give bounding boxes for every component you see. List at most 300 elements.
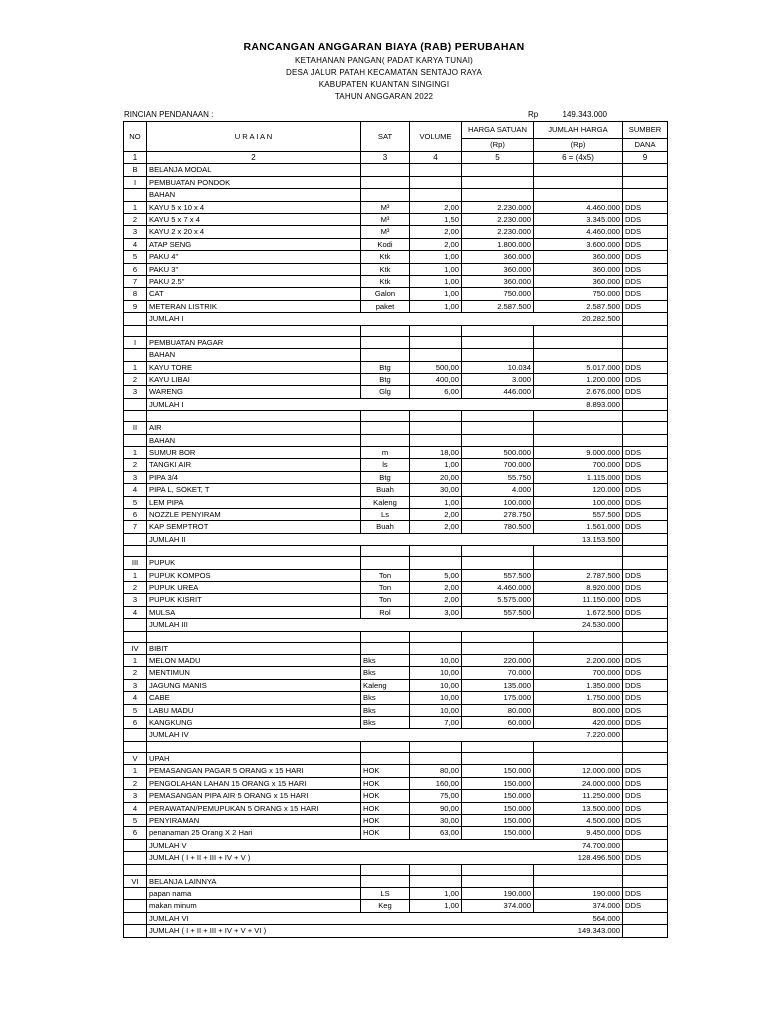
cell-sumber-dana: DDS [623,521,668,533]
cell-harga-satuan: 150.000 [462,814,534,826]
table-row [124,189,668,201]
cell-volume: 7,00 [410,717,462,729]
cell-sat: paket [361,300,410,312]
cell-jumlah-harga: 564.000 [534,912,623,924]
cell-volume: 80,00 [410,765,462,777]
cell-uraian: PUPUK KISRIT [147,594,361,606]
col-jumlah-harga: JUMLAH HARGA [534,122,623,139]
cell-sat: Ktk [361,251,410,263]
cell-harga-satuan: 3.000 [462,373,534,385]
cell-harga-satuan: 55.750 [462,471,534,483]
rincian-label: RINCIAN PENDANAAN : [124,110,214,119]
subtotal-row [124,925,668,937]
subtotal-row [124,398,668,410]
cell-uraian: PAKU 3" [147,263,361,275]
cell-jumlah-harga: 750.000 [534,288,623,300]
cell-sat: Buah [361,484,410,496]
cell-sumber-dana: DDS [623,704,668,716]
rincian-total: 149.343.000 [562,110,607,119]
table-row [124,642,668,654]
cell-jumlah-harga: 3.345.000 [534,214,623,226]
table-row [124,704,668,716]
cell-sumber-dana: DDS [623,827,668,839]
cell-uraian: CAT [147,288,361,300]
cell-sumber-dana: DDS [623,802,668,814]
table-row [124,557,668,569]
cell-volume: 500,00 [410,361,462,373]
cell-jumlah-harga: 13.153.500 [534,533,623,545]
cell-no: 5 [124,704,147,716]
cell-volume: 30,00 [410,484,462,496]
cell-uraian: PEMBUATAN PONDOK [147,176,361,188]
cell-no: I [124,336,147,348]
cell-no: 6 [124,263,147,275]
cell-no: B [124,164,147,176]
table-row [124,201,668,213]
cell-uraian: LABU MADU [147,704,361,716]
cell-sumber-dana: DDS [623,765,668,777]
col-sat: SAT [361,122,410,152]
cell-jumlah-harga: 3.600.000 [534,238,623,250]
spacer-cell [462,741,534,752]
cell-uraian: PENYIRAMAN [147,814,361,826]
cell-volume: 18,00 [410,446,462,458]
cell-harga-satuan [462,336,534,348]
colnum-2: 2 [147,152,361,164]
cell-jumlah-harga: 24.530.000 [534,619,623,631]
cell-volume: 1,00 [410,900,462,912]
cell-sumber-dana: DDS [623,790,668,802]
budget-table-body [124,164,668,937]
col-no: NO [124,122,147,152]
cell-sumber-dana: DDS [623,582,668,594]
cell-sat: Kaleng [361,496,410,508]
table-row [124,300,668,312]
cell-no [124,900,147,912]
cell-volume: 1,00 [410,288,462,300]
cell-jumlah-harga [534,557,623,569]
spacer-cell [124,325,147,336]
cell-no: 4 [124,238,147,250]
cell-sumber-dana [623,349,668,361]
cell-volume: 10,00 [410,655,462,667]
cell-sat: Btg [361,373,410,385]
cell-jumlah-harga: 128.496.500 [534,852,623,864]
spacer-cell [361,631,410,642]
cell-sumber-dana: DDS [623,263,668,275]
cell-jumlah-harga: 24.000.000 [534,777,623,789]
cell-jumlah-harga [534,176,623,188]
cell-uraian: BAHAN [147,189,361,201]
cell-harga-satuan [462,557,534,569]
cell-no [124,189,147,201]
cell-harga-satuan: 780.500 [462,521,534,533]
cell-uraian: PEMASANGAN PAGAR 5 ORANG x 15 HARI [147,765,361,777]
cell-harga-satuan [462,349,534,361]
cell-harga-satuan: 446.000 [462,386,534,398]
cell-sumber-dana [623,434,668,446]
cell-jumlah-harga [534,336,623,348]
table-row [124,446,668,458]
cell-no: 4 [124,606,147,618]
cell-sumber-dana: DDS [623,386,668,398]
cell-uraian: JUMLAH IV [147,729,534,741]
colnum-3: 3 [361,152,410,164]
spacer-cell [623,325,668,336]
colnum-1: 1 [124,152,147,164]
cell-uraian: PUPUK KOMPOS [147,569,361,581]
cell-harga-satuan [462,752,534,764]
cell-jumlah-harga: 700.000 [534,667,623,679]
cell-sat: Btg [361,471,410,483]
cell-harga-satuan: 150.000 [462,765,534,777]
spacer-row [124,546,668,557]
cell-jumlah-harga [534,875,623,887]
cell-no: 2 [124,214,147,226]
spacer-cell [462,411,534,422]
cell-volume: 90,00 [410,802,462,814]
table-row [124,176,668,188]
cell-no [124,729,147,741]
cell-no: III [124,557,147,569]
cell-uraian: KAP SEMPTROT [147,521,361,533]
cell-sumber-dana [623,729,668,741]
cell-volume: 5,00 [410,569,462,581]
cell-sumber-dana: DDS [623,214,668,226]
cell-sat [361,434,410,446]
table-row [124,164,668,176]
spacer-cell [623,411,668,422]
table-row [124,521,668,533]
cell-volume: 1,00 [410,459,462,471]
cell-harga-satuan: 220.000 [462,655,534,667]
cell-jumlah-harga [534,642,623,654]
spacer-row [124,741,668,752]
cell-jumlah-harga: 190.000 [534,887,623,899]
cell-jumlah-harga [534,189,623,201]
colnum-5: 5 [462,152,534,164]
cell-volume: 1,00 [410,276,462,288]
subtotal-row [124,852,668,864]
cell-uraian: PENGOLAHAN LAHAN 15 ORANG x 15 HARI [147,777,361,789]
spacer-cell [124,864,147,875]
cell-jumlah-harga [534,164,623,176]
cell-sumber-dana: DDS [623,446,668,458]
cell-jumlah-harga: 149.343.000 [534,925,623,937]
table-row [124,717,668,729]
cell-volume [410,422,462,434]
table-row [124,900,668,912]
cell-uraian: KAYU 2 x 20 x 4 [147,226,361,238]
cell-no: 4 [124,692,147,704]
spacer-cell [147,631,361,642]
cell-sat: Rol [361,606,410,618]
spacer-cell [361,546,410,557]
colnum-9: 9 [623,152,668,164]
cell-uraian: JUMLAH I [147,313,534,325]
col-harga-satuan-unit: (Rp) [462,139,534,152]
cell-sat: Ls [361,508,410,520]
cell-sumber-dana: DDS [623,655,668,667]
cell-sumber-dana: DDS [623,594,668,606]
cell-sumber-dana: DDS [623,777,668,789]
cell-sat: HOK [361,802,410,814]
cell-jumlah-harga: 7.220.000 [534,729,623,741]
cell-harga-satuan: 150.000 [462,827,534,839]
cell-sat [361,422,410,434]
cell-uraian: CABE [147,692,361,704]
cell-uraian: KAYU 5 x 7 x 4 [147,214,361,226]
cell-uraian: JUMLAH VI [147,912,534,924]
cell-volume: 1,00 [410,887,462,899]
cell-sat: Bks [361,717,410,729]
table-row [124,373,668,385]
table-row [124,288,668,300]
cell-sat: HOK [361,790,410,802]
document-title: RANCANGAN ANGGARAN BIAYA (RAB) PERUBAHAN [243,41,525,53]
cell-no: 1 [124,201,147,213]
cell-uraian: ATAP SENG [147,238,361,250]
cell-sumber-dana [623,925,668,937]
cell-uraian: SUMUR BOR [147,446,361,458]
cell-sat: Ktk [361,263,410,275]
spacer-row [124,631,668,642]
spacer-cell [410,631,462,642]
cell-jumlah-harga: 120.000 [534,484,623,496]
cell-sat: Btg [361,361,410,373]
cell-no: 3 [124,594,147,606]
cell-sat: M³ [361,201,410,213]
cell-harga-satuan: 70.000 [462,667,534,679]
cell-uraian: MELON MADU [147,655,361,667]
cell-jumlah-harga: 360.000 [534,251,623,263]
cell-no: 3 [124,226,147,238]
spacer-cell [462,631,534,642]
cell-volume: 63,00 [410,827,462,839]
cell-harga-satuan: 100.000 [462,496,534,508]
subtotal-row [124,729,668,741]
cell-sumber-dana: DDS [623,508,668,520]
cell-uraian: MENTIMUN [147,667,361,679]
cell-jumlah-harga: 2.787.500 [534,569,623,581]
cell-harga-satuan: 135.000 [462,679,534,691]
spacer-cell [534,325,623,336]
table-row [124,459,668,471]
cell-no [124,533,147,545]
cell-jumlah-harga: 2.676.000 [534,386,623,398]
table-header-row [124,122,668,139]
cell-sumber-dana [623,398,668,410]
spacer-cell [623,631,668,642]
cell-jumlah-harga: 1.561.000 [534,521,623,533]
table-row [124,349,668,361]
cell-volume: 2,00 [410,226,462,238]
cell-sumber-dana: DDS [623,226,668,238]
cell-no: VI [124,875,147,887]
spacer-cell [361,864,410,875]
cell-uraian: makan minum [147,900,361,912]
cell-uraian: METERAN LISTRIK [147,300,361,312]
cell-sumber-dana [623,912,668,924]
cell-volume [410,336,462,348]
cell-volume: 2,00 [410,238,462,250]
cell-volume: 10,00 [410,692,462,704]
cell-sat [361,875,410,887]
cell-no: 7 [124,521,147,533]
cell-volume: 2,00 [410,521,462,533]
cell-sumber-dana: DDS [623,667,668,679]
cell-uraian: JUMLAH II [147,533,534,545]
col-uraian: U R A I A N [147,122,361,152]
cell-sumber-dana: DDS [623,887,668,899]
cell-sumber-dana: DDS [623,471,668,483]
cell-no: 1 [124,361,147,373]
colnum-4: 4 [410,152,462,164]
cell-jumlah-harga: 360.000 [534,263,623,275]
cell-sat [361,176,410,188]
cell-sat: Bks [361,692,410,704]
cell-sumber-dana: DDS [623,238,668,250]
cell-uraian: TANGKI AIR [147,459,361,471]
cell-harga-satuan [462,164,534,176]
cell-harga-satuan: 500.000 [462,446,534,458]
spacer-row [124,864,668,875]
table-row [124,777,668,789]
cell-sumber-dana [623,422,668,434]
table-row [124,569,668,581]
spacer-cell [462,864,534,875]
cell-jumlah-harga: 9.000.000 [534,446,623,458]
cell-harga-satuan: 150.000 [462,777,534,789]
spacer-cell [534,411,623,422]
cell-uraian: UPAH [147,752,361,764]
cell-jumlah-harga: 4.460.000 [534,201,623,213]
cell-sat: Ton [361,582,410,594]
table-row [124,667,668,679]
cell-harga-satuan: 750.000 [462,288,534,300]
cell-no: 8 [124,288,147,300]
subtotal-row [124,619,668,631]
table-row [124,496,668,508]
spacer-cell [534,631,623,642]
cell-jumlah-harga [534,349,623,361]
cell-volume: 2,00 [410,201,462,213]
cell-sumber-dana: DDS [623,251,668,263]
cell-no: IV [124,642,147,654]
table-row [124,679,668,691]
col-harga-satuan: HARGA SATUAN [462,122,534,139]
cell-uraian: PEMASANGAN PIPA AIR 5 ORANG x 15 HARI [147,790,361,802]
cell-uraian: WARENG [147,386,361,398]
spacer-cell [410,864,462,875]
spacer-cell [410,325,462,336]
cell-uraian: PAKU 2.5" [147,276,361,288]
subtotal-row [124,912,668,924]
table-row [124,434,668,446]
cell-sat: Keg [361,900,410,912]
cell-harga-satuan: 2.230.000 [462,226,534,238]
subtotal-row [124,839,668,851]
cell-uraian: JUMLAH V [147,839,534,851]
spacer-cell [147,741,361,752]
cell-harga-satuan [462,434,534,446]
table-row [124,484,668,496]
budget-table [123,121,668,938]
table-row [124,790,668,802]
cell-volume: 75,00 [410,790,462,802]
cell-sumber-dana: DDS [623,496,668,508]
cell-harga-satuan [462,189,534,201]
cell-uraian: BAHAN [147,434,361,446]
cell-no: 6 [124,827,147,839]
table-row [124,765,668,777]
table-row [124,471,668,483]
cell-sumber-dana: DDS [623,852,668,864]
cell-uraian: BELANJA LAINNYA [147,875,361,887]
cell-volume [410,557,462,569]
cell-no: 5 [124,496,147,508]
cell-no [124,887,147,899]
cell-sumber-dana: DDS [623,201,668,213]
cell-sat: ls [361,459,410,471]
cell-uraian: PAKU 4" [147,251,361,263]
cell-sumber-dana: DDS [623,692,668,704]
cell-jumlah-harga: 1.115.000 [534,471,623,483]
table-row [124,214,668,226]
cell-no: 1 [124,765,147,777]
spacer-cell [534,741,623,752]
cell-no [124,912,147,924]
cell-harga-satuan: 175.000 [462,692,534,704]
cell-volume: 3,00 [410,606,462,618]
spacer-cell [147,864,361,875]
cell-sat: HOK [361,827,410,839]
cell-sat [361,349,410,361]
cell-volume: 20,00 [410,471,462,483]
spacer-cell [124,631,147,642]
cell-volume: 30,00 [410,814,462,826]
cell-no: 1 [124,655,147,667]
cell-jumlah-harga: 4.460.000 [534,226,623,238]
spacer-cell [534,546,623,557]
cell-sat [361,557,410,569]
cell-no: 5 [124,251,147,263]
spacer-cell [462,325,534,336]
cell-sat [361,164,410,176]
cell-harga-satuan: 5.575.000 [462,594,534,606]
cell-no: 2 [124,582,147,594]
spacer-row [124,411,668,422]
cell-sat [361,189,410,201]
cell-volume [410,752,462,764]
cell-no: 2 [124,459,147,471]
cell-jumlah-harga: 20.282.500 [534,313,623,325]
cell-uraian: penanaman 25 Orang X 2 Hari [147,827,361,839]
cell-sat: M³ [361,214,410,226]
cell-jumlah-harga: 420.000 [534,717,623,729]
spacer-cell [124,741,147,752]
cell-no: 2 [124,373,147,385]
spacer-cell [147,411,361,422]
cell-uraian: PIPA L, SOKET, T [147,484,361,496]
cell-jumlah-harga: 800.000 [534,704,623,716]
table-row [124,802,668,814]
spacer-cell [410,546,462,557]
table-row [124,887,668,899]
cell-sumber-dana [623,176,668,188]
table-row [124,361,668,373]
cell-sumber-dana [623,164,668,176]
